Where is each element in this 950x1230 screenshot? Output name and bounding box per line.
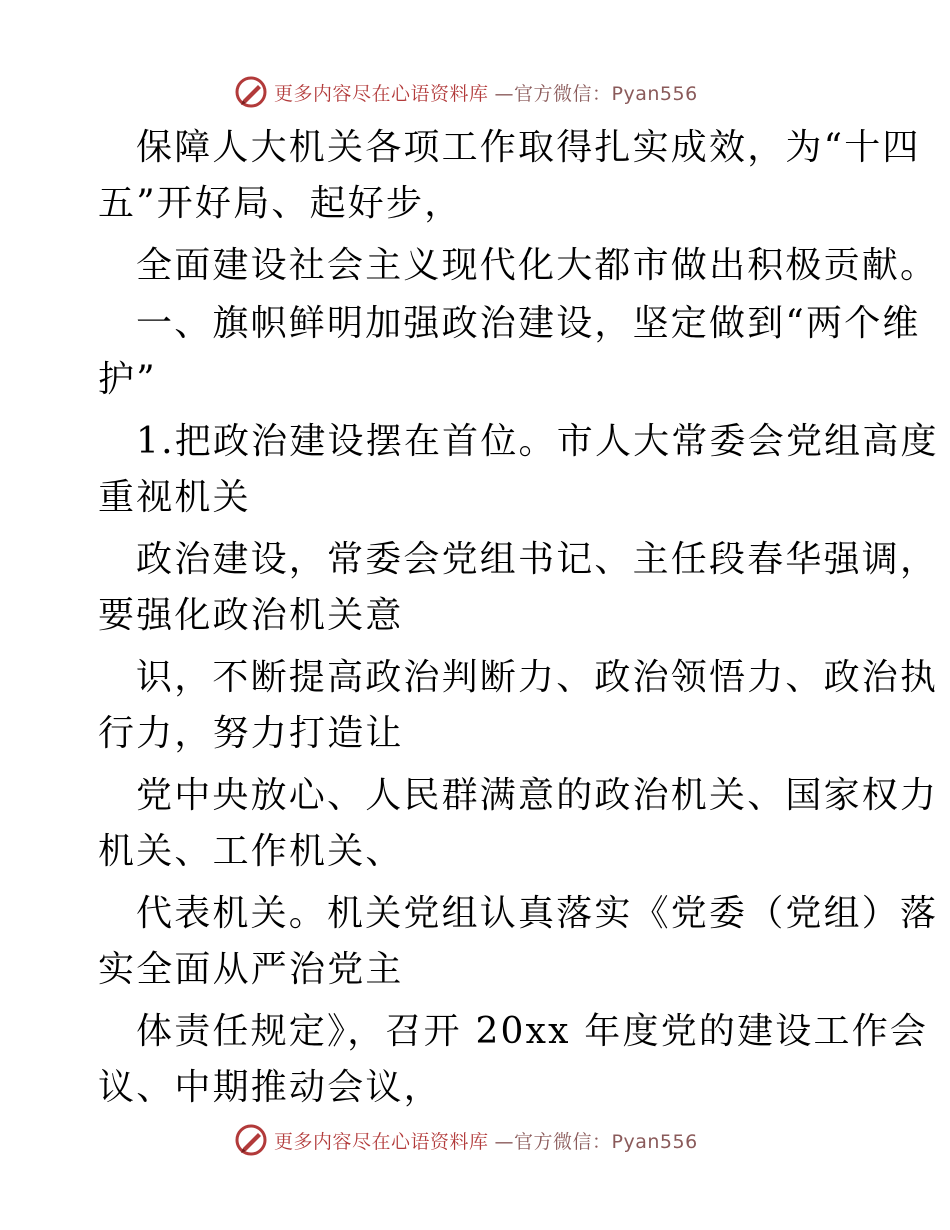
watermark-suffix: —官方微信：Pyan556	[494, 1130, 698, 1153]
watermark-text: 更多内容尽在心语资料库	[274, 82, 489, 105]
paragraph-line: 重视机关	[98, 477, 251, 518]
pen-seal-icon	[234, 75, 268, 109]
paragraph-line: 行力，努力打造让	[98, 713, 404, 754]
paragraph-line: 保障人大机关各项工作取得扎实成效，为“十四	[136, 127, 921, 168]
watermark-suffix: —官方微信：Pyan556	[494, 82, 698, 105]
paragraph-line: 实全面从严治党主	[98, 949, 404, 990]
paragraph-line: 五”开好局、起好步，	[98, 183, 463, 224]
paragraph-line: 政治建设，常委会党组书记、主任段春华强调，	[136, 539, 939, 580]
heading-line: 护”	[98, 359, 157, 400]
watermark-header	[234, 72, 734, 112]
watermark-footer	[234, 1120, 734, 1160]
paragraph-line: 要强化政治机关意	[98, 595, 404, 636]
paragraph-line: 机关、工作机关、	[98, 831, 404, 872]
paragraph-line: 体责任规定》，召开 20xx 年度党的建设工作会	[136, 1011, 929, 1052]
paragraph-line: 党中央放心、人民群满意的政治机关、国家权力	[136, 775, 939, 816]
watermark-text: 更多内容尽在心语资料库	[274, 1130, 489, 1153]
paragraph-line: 代表机关。机关党组认真落实《党委（党组）落	[136, 893, 939, 934]
paragraph-line: 全面建设社会主义现代化大都市做出积极贡献。	[136, 245, 939, 286]
paragraph-line: 议、中期推动会议，	[98, 1067, 442, 1108]
paragraph-line: 1.把政治建设摆在首位。市人大常委会党组高度	[136, 421, 939, 462]
pen-seal-icon	[234, 1123, 268, 1157]
heading-line: 一、旗帜鲜明加强政治建设，坚定做到“两个维	[136, 303, 921, 344]
paragraph-line: 识，不断提高政治判断力、政治领悟力、政治执	[136, 657, 939, 698]
